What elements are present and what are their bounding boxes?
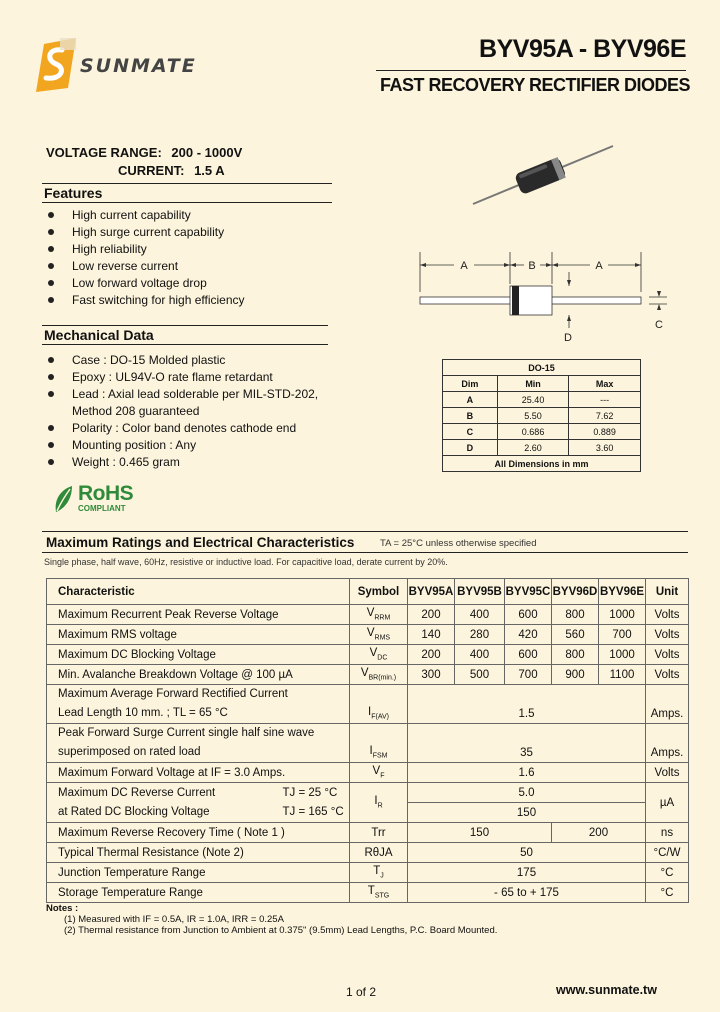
- title-rule: [376, 70, 686, 71]
- table-row: Peak Forward Surge Current single half sine wave superimposed on rated load $I_{FSM}$ 35 Amps.: [47, 724, 689, 763]
- table-row: B 5.50 7.62: [443, 408, 641, 424]
- table-header-row: Characteristic Symbol BYV95A BYV95B BYV95C BYV96D BYV96E Unit: [47, 579, 689, 605]
- table-row: Maximum Forward Voltage at IF = 3.0 Amps. $V_F$ 1.6 Volts: [47, 763, 689, 783]
- mechanical-title: Mechanical Data: [44, 327, 154, 343]
- list-item: Mounting position : Any: [44, 437, 318, 454]
- features-list: [44, 207, 245, 309]
- list-item: Lead : Axial lead solderable per MIL-STD-202,: [44, 386, 318, 403]
- logo: [34, 36, 78, 92]
- list-item: Case : DO-15 Molded plastic: [44, 352, 318, 369]
- table-row: Maximum RMS voltage $V_{RMS}$ 140 280 420 560 700 Volts: [47, 625, 689, 645]
- table-row: Maximum Reverse Recovery Time ( Note 1 ) Trr 150 200 ns: [47, 823, 689, 843]
- diode-photo: [468, 140, 618, 210]
- dimension-footer: All Dimensions in mm: [443, 456, 641, 472]
- ratings-note: Single phase, half wave, 60Hz, resistive or inductive load. For capacitive load, derate current by 20%.: [44, 557, 448, 567]
- features-top-rule: [42, 183, 332, 184]
- features-title: Features: [44, 185, 103, 201]
- table-row: Typical Thermal Resistance (Note 2) RθJA 50 °C/W: [47, 843, 689, 863]
- voltage-label: VOLTAGE RANGE:: [46, 145, 162, 160]
- page-number: 1 of 2: [346, 985, 377, 999]
- brand-name: SUNMATE: [80, 55, 197, 77]
- col-header: Dim: [443, 376, 498, 392]
- col-header: Min: [497, 376, 569, 392]
- mechanical-top-rule: [42, 325, 328, 326]
- ratings-title: Maximum Ratings and Electrical Characteristics: [46, 535, 355, 550]
- dim-label-c: C: [655, 319, 663, 331]
- notes: [46, 903, 497, 936]
- dim-label-d: D: [564, 332, 572, 344]
- list-item: Method 208 guaranteed: [72, 404, 200, 418]
- current-value: 1.5 A: [194, 163, 225, 178]
- dim-label-a2: A: [595, 260, 603, 272]
- note-2: (2) Thermal resistance from Junction to Ambient at 0.375" (9.5mm) Lead Lengths, P.C. Board Mounted.: [64, 925, 498, 936]
- mechanical-list: [44, 352, 318, 471]
- table-row: D 2.60 3.60: [443, 440, 641, 456]
- features-bottom-rule: [42, 202, 332, 203]
- table-row: C 0.686 0.889: [443, 424, 641, 440]
- rohs-badge: [52, 482, 142, 516]
- table-row: Maximum DC Blocking Voltage $V_{DC}$ 200 400 600 800 1000 Volts: [47, 645, 689, 665]
- dim-label-b: B: [528, 260, 536, 272]
- ratings-top-rule: [42, 531, 688, 532]
- list-item: High reliability: [44, 241, 245, 258]
- current-rating: [118, 163, 225, 178]
- package-name: DO-15: [443, 360, 641, 376]
- list-item: High surge current capability: [44, 224, 245, 241]
- table-row: Maximum DC Reverse Current TJ = 25 °C $I_R$ 5.0 µA: [47, 783, 689, 803]
- list-item: Polarity : Color band denotes cathode end: [44, 420, 318, 437]
- mechanical-bottom-rule: [42, 344, 328, 345]
- note-1: (1) Measured with IF = 0.5A, IR = 1.0A, IRR = 0.25A: [64, 914, 284, 925]
- characteristics-table: [46, 578, 689, 903]
- table-row: [443, 376, 641, 392]
- list-item: Epoxy : UL94V-O rate flame retardant: [44, 369, 318, 386]
- table-row: at Rated DC Blocking Voltage TJ = 165 °C 150: [47, 803, 689, 823]
- voltage-range: [46, 145, 242, 160]
- table-row: A 25.40 ---: [443, 392, 641, 408]
- ratings-condition: TA = 25°C unless otherwise specified: [380, 538, 537, 549]
- dimension-drawing: [412, 252, 682, 352]
- current-label: CURRENT:: [118, 163, 185, 178]
- notes-title: Notes :: [46, 903, 79, 914]
- rohs-compliant: COMPLIANT: [78, 504, 126, 513]
- logo-mark-icon: [34, 36, 78, 92]
- table-row: Junction Temperature Range $T_J$ 175 °C: [47, 863, 689, 883]
- list-item: Fast switching for high efficiency: [44, 292, 245, 309]
- leaf-icon: [52, 484, 74, 514]
- dimension-table: [442, 359, 641, 472]
- website-link[interactable]: www.sunmate.tw: [556, 983, 657, 997]
- table-row: [443, 456, 641, 472]
- table-row: Min. Avalanche Breakdown Voltage @ 100 µA $V_{BR(min.)}$ 300 500 700 900 1100 Volts: [47, 665, 689, 685]
- list-item: Weight : 0.465 gram: [44, 454, 318, 471]
- table-row: Maximum Average Forward Rectified Current Lead Length 10 mm. ; TL = 65 °C $I_{F(AV)}$ 1.5 Amps.: [47, 685, 689, 724]
- dim-label-a1: A: [460, 260, 468, 272]
- table-row: Storage Temperature Range $T_{STG}$ - 65 to + 175 °C: [47, 883, 689, 903]
- rohs-text: RoHS: [78, 482, 134, 505]
- list-item: Low reverse current: [44, 258, 245, 275]
- ratings-bottom-rule: [42, 552, 688, 553]
- list-item: High current capability: [44, 207, 245, 224]
- list-item: Low forward voltage drop: [44, 275, 245, 292]
- col-header: Max: [569, 376, 641, 392]
- voltage-value: 200 - 1000V: [171, 145, 243, 160]
- table-row: [443, 360, 641, 376]
- table-row: Maximum Recurrent Peak Reverse Voltage $V_{RRM}$ 200 400 600 800 1000 Volts: [47, 605, 689, 625]
- part-range-title: BYV95A - BYV96E: [479, 35, 686, 63]
- part-subtitle: FAST RECOVERY RECTIFIER DIODES: [380, 75, 691, 95]
